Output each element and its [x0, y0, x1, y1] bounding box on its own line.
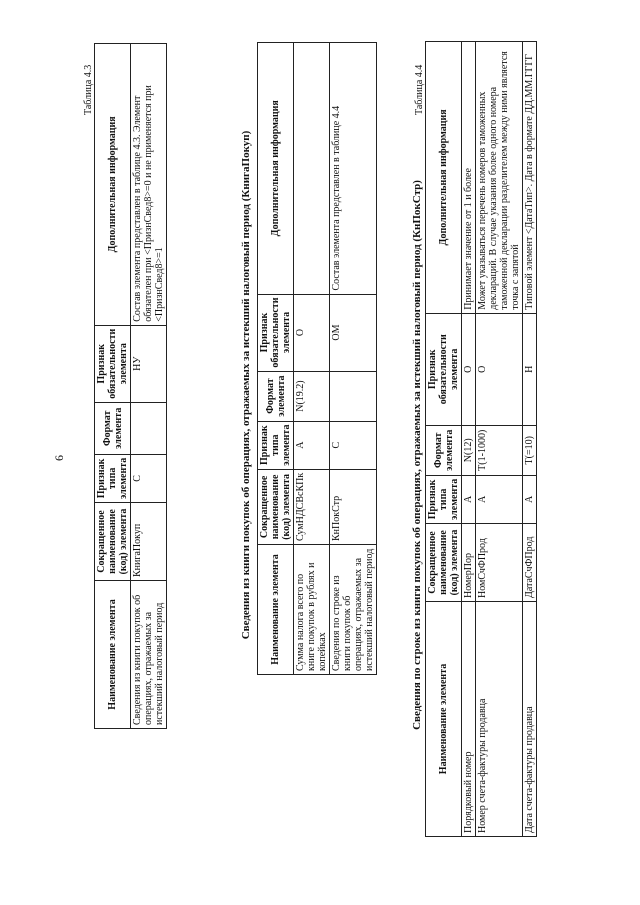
cell-type: А: [476, 475, 523, 523]
cell-format: N(19.2): [294, 371, 330, 421]
table-header-row: [258, 43, 294, 675]
cell-name: Порядковый номер: [462, 602, 476, 837]
cell-info: Типовой элемент <ДатаТип>. Дата в формате ДД.ММ.ГГГГ: [523, 42, 537, 314]
header-name: Наименование элемента: [95, 581, 131, 729]
header-required: Признак обязательности элемента: [258, 294, 294, 371]
header-name: Наименование элемента: [426, 602, 462, 837]
header-format: Формат элемента: [426, 425, 462, 475]
header-type: Признак типа элемента: [426, 475, 462, 523]
table-header-row: [426, 42, 462, 837]
header-code: Сокращенное наименование (код) элемента: [95, 503, 131, 581]
header-format: Формат элемента: [258, 371, 294, 421]
table-4-4: [425, 41, 537, 837]
cell-name: Сведения из книги покупок об операциях, отражаемых за истекший налоговый период: [131, 581, 167, 729]
table-header-row: [95, 44, 131, 729]
cell-required: О: [294, 294, 330, 371]
header-info: Дополнительная информация: [258, 43, 294, 295]
header-required: Признак обязательности элемента: [426, 313, 462, 425]
page-number: 6: [52, 455, 66, 461]
header-code: Сокращенное наименование (код) элемента: [426, 524, 462, 602]
cell-format: [131, 402, 167, 454]
cell-info: Состав элемента представлен в таблице 4.4: [330, 43, 377, 295]
cell-required: ОМ: [330, 294, 377, 371]
cell-code: НомерПор: [462, 524, 476, 602]
cell-type: С: [131, 454, 167, 502]
table-row: [330, 43, 377, 675]
cell-name: Номер счета-фактуры продавца: [476, 602, 523, 837]
cell-type: А: [294, 421, 330, 469]
cell-required: О: [476, 313, 523, 425]
header-required: Признак обязательности элемента: [95, 325, 131, 402]
cell-format: T(1-1000): [476, 425, 523, 475]
cell-name: Сведения по строке из книги покупок об операциях, отражаемых за истекший налоговый период: [330, 545, 377, 675]
cell-info: Состав элемента представлен в таблице 4.3. Элемент обязателен при <ПризнСвед8>=0 и не применяется при <ПризнСвед8>=1: [131, 44, 167, 326]
cell-code: СумНДСВсКПк: [294, 469, 330, 544]
cell-required: О: [462, 313, 476, 425]
table-row: [294, 43, 330, 675]
header-name: Наименование элемента: [258, 545, 294, 675]
table-row: [131, 44, 167, 729]
cell-info: [294, 43, 330, 295]
header-type: Признак типа элемента: [95, 454, 131, 502]
header-code: Сокращенное наименование (код) элемента: [258, 469, 294, 544]
table-row: [476, 42, 523, 837]
cell-code: КнигаПокуп: [131, 503, 167, 581]
cell-code: КнПокСтр: [330, 469, 377, 544]
cell-format: T(=10): [523, 425, 537, 475]
cell-type: А: [462, 475, 476, 523]
header-info: Дополнительная информация: [95, 44, 131, 326]
header-type: Признак типа элемента: [258, 421, 294, 469]
table-title-4-3: Сведения из книги покупок об операциях, отражаемых за истекший налоговый период (КнигаПокуп): [240, 130, 252, 640]
table-row: [462, 42, 476, 837]
cell-info: Принимает значение от 1 и более: [462, 42, 476, 314]
cell-name: Дата счета-фактуры продавца: [523, 602, 537, 837]
cell-required: Н: [523, 313, 537, 425]
cell-info: Может указываться перечень номеров таможенных деклараций. В случае указания более одного номера таможенной декларации разделителем между ними является точка с запятой: [476, 42, 523, 314]
cell-type: А: [523, 475, 537, 523]
cell-type: С: [330, 421, 377, 469]
cell-name: Сумма налога всего по книге покупок в рублях и копейках: [294, 545, 330, 675]
cell-format: N(12): [462, 425, 476, 475]
header-info: Дополнительная информация: [426, 42, 462, 314]
cell-code: ДатаСчФПрод: [523, 524, 537, 602]
table-4-3: [257, 42, 377, 675]
header-format: Формат элемента: [95, 402, 131, 454]
table-title-4-4: Сведения по строке из книги покупок об операциях, отражаемых за истекший налоговый период (КнПокСтр): [411, 180, 423, 730]
cell-code: НомСчФПрод: [476, 524, 523, 602]
table-caption-4-4: Таблица 4.4: [414, 64, 425, 115]
cell-format: [330, 371, 377, 421]
table-caption-4-3: Таблица 4.3: [83, 64, 94, 115]
table-row: [523, 42, 537, 837]
cell-required: НУ: [131, 325, 167, 402]
elements-table-continued: [94, 43, 167, 729]
